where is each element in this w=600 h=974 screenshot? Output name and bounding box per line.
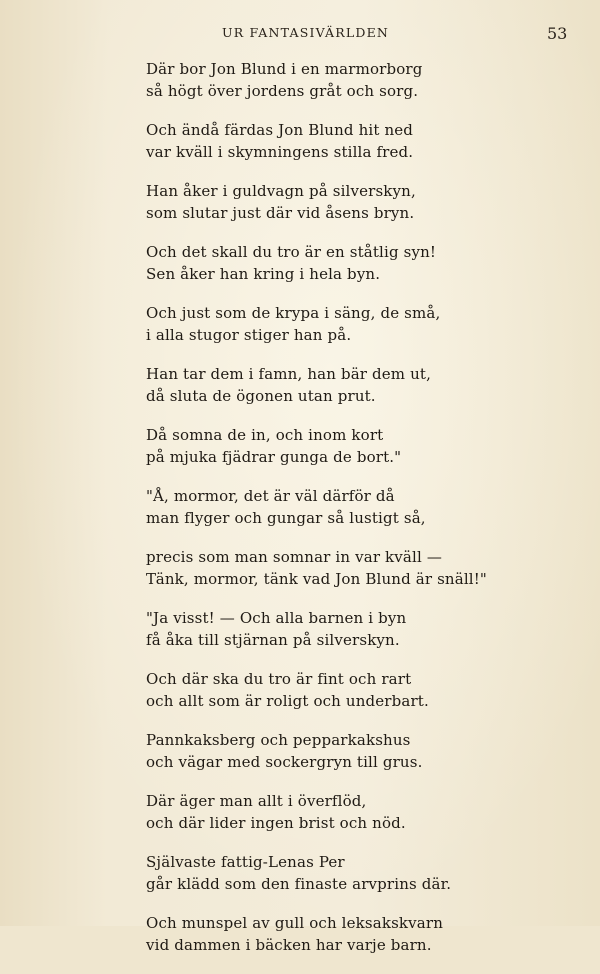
- verse-line: "Ja visst! — Och alla barnen i byn: [146, 609, 407, 627]
- stanza: [146, 364, 566, 407]
- verse-line: få åka till stjärnan på silverskyn.: [146, 630, 400, 649]
- verse-line: Där äger man allt i överflöd,: [146, 792, 367, 810]
- verse-line: Han tar dem i famn, han bär dem ut,: [146, 365, 432, 383]
- verse-line: Tänk, mormor, tänk vad Jon Blund är snäll!": [146, 569, 487, 588]
- verse-line: i alla stugor stiger han på.: [146, 325, 352, 344]
- verse-line: Och det skall du tro är en ståtlig syn!: [146, 243, 437, 261]
- stanza: [146, 303, 566, 346]
- verse-line: som slutar just där vid åsens bryn.: [146, 203, 415, 222]
- stanza: [146, 486, 566, 529]
- running-title: UR FANTASIVÄRLDEN: [222, 25, 390, 40]
- stanza: [146, 608, 566, 651]
- verse-line: på mjuka fjädrar gunga de bort.": [146, 447, 402, 466]
- poem: [146, 59, 566, 974]
- stanza: [146, 242, 566, 285]
- verse-line: precis som man somnar in var kväll —: [146, 548, 442, 566]
- stanza: [146, 852, 566, 895]
- verse-line: och vägar med sockergryn till grus.: [146, 752, 423, 771]
- stanza: [146, 59, 566, 102]
- verse-line: Och munspel av gull och leksakskvarn: [146, 914, 444, 932]
- stanza: [146, 547, 566, 590]
- verse-line: Och just som de krypa i säng, de små,: [146, 304, 441, 322]
- verse-line: vid dammen i bäcken har varje barn.: [146, 935, 432, 954]
- verse-line: så högt över jordens gråt och sorg.: [146, 81, 419, 100]
- verse-line: Och där ska du tro är fint och rart: [146, 670, 412, 688]
- verse-line: Sen åker han kring i hela byn.: [146, 264, 381, 283]
- stanza: [146, 730, 566, 773]
- stanza: [146, 669, 566, 712]
- verse-line: då sluta de ögonen utan prut.: [146, 386, 376, 405]
- verse-line: "Å, mormor, det är väl därför då: [146, 487, 395, 505]
- verse-line: Pannkaksberg och pepparkakshus: [146, 731, 411, 749]
- verse-line: var kväll i skymningens stilla fred.: [146, 142, 414, 161]
- stanza: [146, 791, 566, 834]
- verse-line: Han åker i guldvagn på silverskyn,: [146, 182, 416, 200]
- verse-line: Självaste fattig-Lenas Per: [146, 853, 345, 871]
- verse-line: Och ändå färdas Jon Blund hit ned: [146, 121, 414, 139]
- verse-line: Där bor Jon Blund i en marmorborg: [146, 60, 423, 78]
- page-number: 53: [547, 24, 568, 43]
- verse-line: och allt som är roligt och underbart.: [146, 691, 429, 710]
- verse-line: Då somna de in, och inom kort: [146, 426, 384, 444]
- stanza: [146, 120, 566, 163]
- stanza: [146, 181, 566, 224]
- verse-line: går klädd som den finaste arvprins där.: [146, 874, 452, 893]
- stanza: [146, 913, 566, 956]
- stanza: [146, 425, 566, 468]
- verse-line: och där lider ingen brist och nöd.: [146, 813, 406, 832]
- verse-line: man flyger och gungar så lustigt så,: [146, 508, 426, 527]
